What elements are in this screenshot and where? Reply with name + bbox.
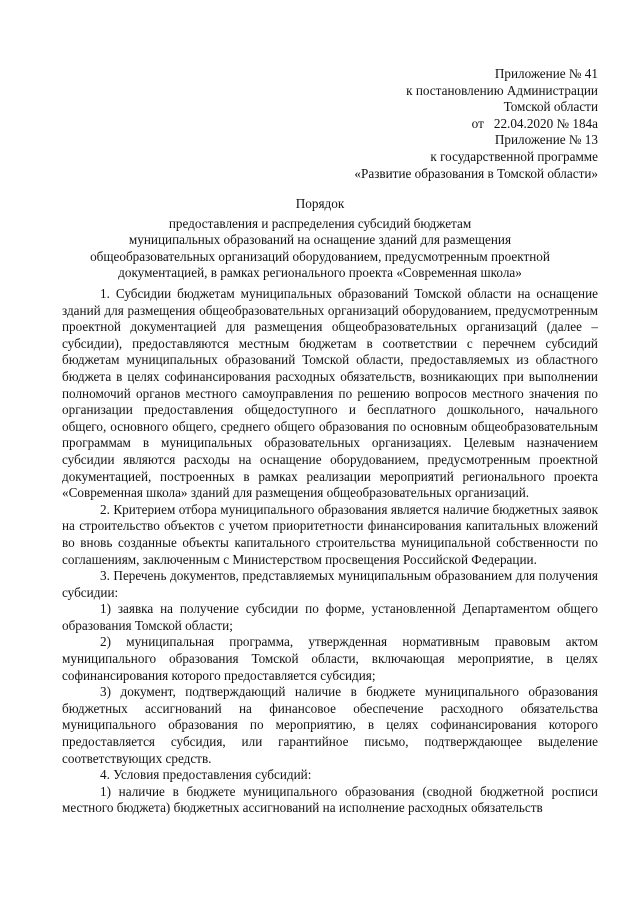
body-paragraph: 2. Критерием отбора муниципального образования является наличие бюджетных заявок на строительство объектов с учетом приоритетности финансирования капитальных вложений во вновь созданные объекты капитального строительства муниципальной собственности по соглашениям, заключенным с Министерством просвещения Российской Федерации. — [62, 501, 598, 567]
title-line: общеобразовательных организаций оборудованием, предусмотренным проектной — [90, 248, 550, 264]
resolution-date-line — [268, 116, 598, 133]
title-line: документацией, в рамках регионального проекта «Современная школа» — [118, 265, 522, 281]
document-title — [50, 196, 590, 282]
date-prefix: от — [471, 115, 484, 131]
body-paragraph: 4. Условия предоставления субсидий: — [100, 767, 312, 783]
resolution-date: 22.04.2020 № 184а — [493, 115, 598, 131]
title-line: предоставления и распределения субсидий бюджетам — [168, 215, 472, 231]
body-paragraph: 3. Перечень документов, представляемых муниципальным образованием для получения субсидии: — [62, 568, 598, 600]
appendix-line: Томской области — [503, 99, 598, 115]
appendix-line: к постановлению Администрации — [406, 82, 598, 98]
appendix-line: Приложение № 13 — [494, 132, 598, 148]
appendix-header — [268, 66, 598, 182]
appendix-line: Приложение № 41 — [494, 66, 598, 81]
title-line: муниципальных образований на оснащение зданий для размещения — [128, 232, 512, 248]
body-list-item: 1) наличие в бюджете муниципального образования (сводной бюджетной росписи местного бюджета) бюджетных ассигнований на исполнение расходных обязательств — [62, 783, 598, 816]
document-body — [62, 286, 598, 817]
body-list-item: 3) документ, подтверждающий наличие в бюджете муниципального образования бюджетных ассигнований на финансовое обеспечение расходного обязательства муниципального образования по мероприятию, в целях софинансирования которого предоставляется субсидия, или гарантийное письмо, подтверждающее выделение соответствующих средств. — [62, 684, 598, 766]
appendix-line: «Развитие образования в Томской области» — [354, 165, 598, 181]
body-list-item: 1) заявка на получение субсидии по форме, установленной Департаментом общего образования Томской области; — [62, 601, 598, 633]
body-list-item: 2) муниципальная программа, утвержденная нормативным правовым актом муниципального образования Томской области, включающая мероприятие, в целях софинансирования которого предоставляется субсидия; — [62, 634, 598, 683]
body-paragraph: 1. Субсидии бюджетам муниципальных образований Томской области на оснащение зданий для размещения общеобразовательных организаций оборудованием, предусмотренным проектной документацией для размещения общеобразовательных организаций (далее – субсидии), предоставляются местным бюджетам в соответствии с перечнем субсидий бюджетам муниципальных образований Томской области, предоставляемых из областного бюджета в целях софинансирования расходных обязательств, возникающих при выполнении полномочий органов местного самоуправления по решению вопросов местного значения по организации предоставления общедоступного и бесплатного дошкольного, начального общего, основного общего, среднего общего образования по основным общеобразовательным программам в муниципальных образовательных организациях. Целевым назначением субсидии являются расходы на оснащение оборудованием, предусмотренным проектной документацией, построенных в рамках реализации мероприятий регионального проекта «Современная школа» зданий для размещения общеобразовательных организаций. — [62, 286, 598, 501]
title-heading: Порядок — [295, 196, 345, 211]
appendix-line: к государственной программе — [430, 148, 598, 164]
